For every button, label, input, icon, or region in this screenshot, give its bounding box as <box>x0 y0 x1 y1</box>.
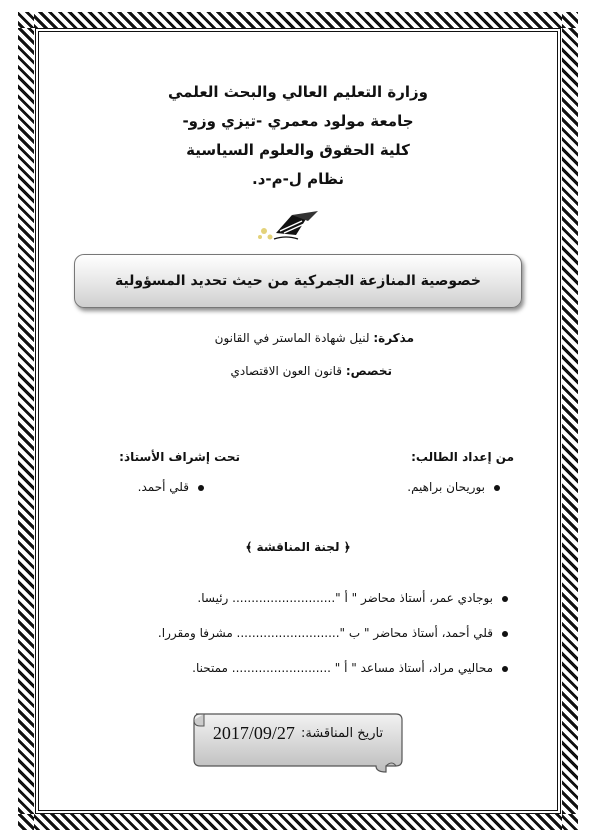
memo-line <box>215 331 414 345</box>
university-logo-icon <box>246 207 334 243</box>
thesis-title: خصوصية المنازعة الجمركية من حيث تحديد المسؤولية <box>114 273 482 289</box>
thesis-title-box <box>74 254 522 308</box>
specialty-text: قانون العون الاقتصادي <box>230 364 343 378</box>
university-name: جامعة مولود معمري -تيزي وزو- <box>182 112 414 130</box>
committee-member <box>192 661 508 675</box>
committee-member <box>197 591 508 605</box>
student-name: بوريحان براهيم. <box>407 480 485 494</box>
defense-date-line <box>190 718 406 748</box>
bullet-icon <box>198 485 204 491</box>
committee-member-text: محاليي مراد، أستاذ مساعد " أ " .......................... ممتحنا. <box>192 661 493 675</box>
committee-title: ﴿ لجنة المناقشة ﴾ <box>245 540 351 554</box>
specialty-label: تخصص: <box>345 364 392 378</box>
academic-system: نظام ل-م-د. <box>252 170 344 188</box>
committee-member <box>158 626 508 640</box>
supervisor-name-line <box>138 480 204 494</box>
bullet-icon <box>502 596 508 602</box>
header-block <box>60 78 536 194</box>
bullet-icon <box>502 666 508 672</box>
memo-text: لنيل شهادة الماستر في القانون <box>214 331 370 345</box>
committee-member-text: قلي أحمد، أستاذ محاضر " ب "........................... مشرفا ومقررا. <box>157 626 493 640</box>
ministry-name: وزارة التعليم العالي والبحث العلمي <box>167 83 429 101</box>
defense-date-value: 2017/09/27 <box>212 722 295 743</box>
memo-label: مذكرة: <box>373 331 414 345</box>
bullet-icon <box>502 631 508 637</box>
supervisor-label: تحت إشراف الأستاذ: <box>119 450 240 464</box>
student-name-line <box>407 480 500 494</box>
faculty-name: كلية الحقوق والعلوم السياسية <box>186 141 410 159</box>
bullet-icon <box>494 485 500 491</box>
defense-date-label: تاريخ المناقشة: <box>300 725 384 741</box>
supervisor-name: قلي أحمد. <box>137 480 189 494</box>
student-label: من إعداد الطالب: <box>411 450 514 464</box>
specialty-line <box>231 364 392 378</box>
committee-member-text: بوجادي عمر، أستاذ محاضر " أ "........................... رئيسا. <box>197 591 493 605</box>
